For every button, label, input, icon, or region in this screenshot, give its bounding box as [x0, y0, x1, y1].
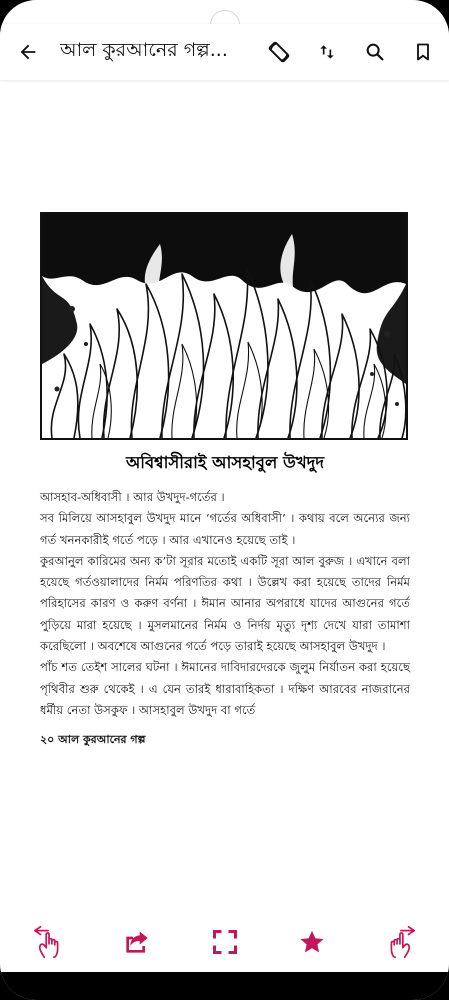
back-arrow-icon[interactable]: [10, 34, 46, 70]
book-page: [40, 212, 410, 750]
book-title: আল কুরআনের গল্প...: [60, 39, 228, 61]
page-footer: ২০ আল কুরআনের গল্প: [40, 733, 146, 747]
paragraph: সব মিলিয়ে আসহাবুল উখদুদ মানে ‘গর্তের অধিবাসী’ । কথায় বলে অন্যের জন্য গর্ত খননকারীই গর্তে পড়ে । আর এখানেও হয়েছে তাই ।: [40, 511, 410, 547]
app-bar-actions: [261, 34, 441, 70]
bookmark-icon[interactable]: [405, 34, 441, 70]
screen-rotation-icon[interactable]: [261, 34, 297, 70]
app-bar: [0, 24, 449, 80]
swipe-left-hand-icon[interactable]: [28, 920, 72, 964]
search-icon[interactable]: [357, 34, 393, 70]
fire-flames-illustration: [40, 212, 408, 440]
paragraph: কুরআনুল কারিমের অন্য ক’টা সূরার মতোই একটি সূরা আল বুরুজ । এখানে বলা হয়েছে গর্তওয়ালাদের নির্মম পরিণতির কথা । উল্লেখ করা হয়েছে তাদের নির্মম পরিহাসের কারণ ও করুণ বর্ণনা । ঈমান আনার অপরাধে যাদের আগুনের গর্তে পুড়িয়ে মারা হয়েছে । মুসলমানের নির্মম ও নির্দয় মৃত্যু দৃশ্য দেখে যারা তামাশা করেছিলো । অবশেষে আগুনের গর্তে পড়ে তারাই হয়েছে আসহাবুল উখদুদ ।: [40, 553, 410, 654]
page-body-text: [40, 487, 410, 721]
illustration-caption: অবিশ্বাসীরাই আসহাবুল উখদুদ: [125, 453, 325, 472]
share-icon[interactable]: [115, 920, 159, 964]
bottom-toolbar: [0, 912, 449, 972]
fullscreen-icon[interactable]: [203, 920, 247, 964]
paragraph: পাঁচ শত তেইশ সালের ঘটনা । ঈমানের দাবিদারদেরকে জুলুম নির্যাতন করা হয়েছে পৃথিবীর শুরু থেকেই । এ যেন তারই ধারাবাহিকতা । দক্ষিণ আরবের নাজরানের ধর্মীয় নেতা উসকুফ । আসহাবুল উখদুদ বা গর্তে: [40, 660, 410, 717]
system-navigation-bar: [0, 972, 449, 1000]
star-icon[interactable]: [290, 920, 334, 964]
swipe-right-hand-icon[interactable]: [377, 920, 421, 964]
paragraph: আসহাব-অধিবাসী । আর উখদুদ-গর্তের ।: [40, 490, 225, 504]
swap-vertical-icon[interactable]: [309, 34, 345, 70]
